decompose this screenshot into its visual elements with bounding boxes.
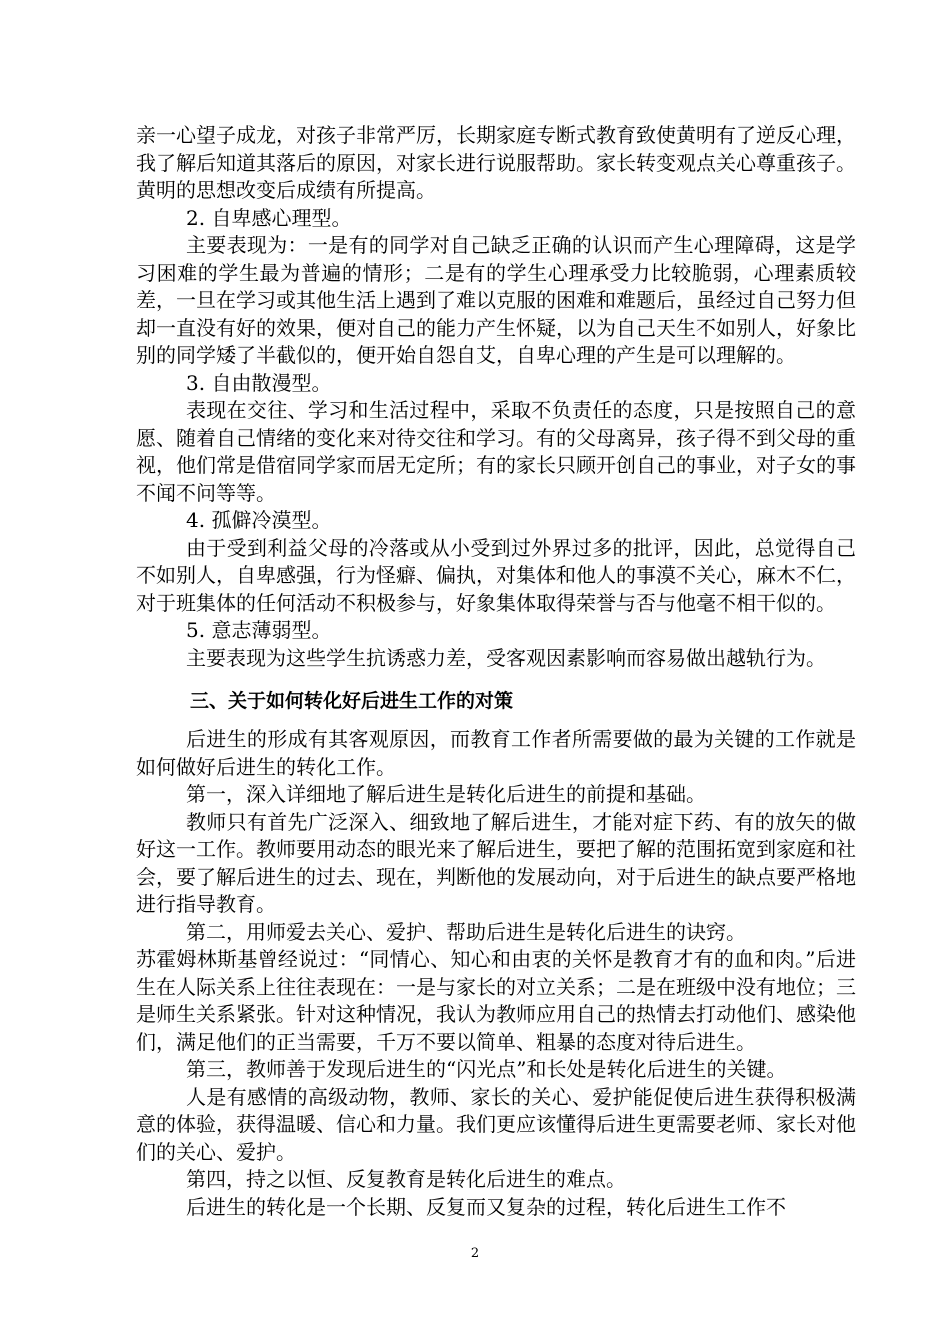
paragraph: 主要表现为这些学生抗诱惑力差，受客观因素影响而容易做出越轨行为。 bbox=[186, 645, 826, 670]
paragraph: 表现在交往、学习和生活过程中，采取不负责任的态度，只是按照自己的意愿、随着自己情绪的变化来对待交往和学习。有的父母离异，孩子得不到父母的重视，他们常是借宿同学家而居无定所；有的家长只顾开创自己的事业，对子女的事不闻不问等等。 bbox=[136, 398, 856, 505]
list-item-heading: 5. 意志薄弱型。 bbox=[186, 618, 332, 642]
paragraph: 后进生的形成有其客观原因，而教育工作者所需要做的最为关键的工作就是如何做好后进生的转化工作。 bbox=[136, 727, 856, 779]
list-item-heading: 3. 自由散漫型。 bbox=[186, 370, 332, 395]
paragraph: 苏霍姆林斯基曾经说过：“同情心、知心和由衷的关怀是教育才有的血和肉。”后进生在人际关系上往往表现在：一是与家长的对立关系；二是在班级中没有地位；三是师生关系紧张。针对这种情况，我认为教师应用自己的热情去打动他们、感染他们，满足他们的正当需要，千万不要以简单、粗暴的态度对待后进生。 bbox=[136, 947, 856, 1054]
list-item-heading: 第四，持之以恒、反复教育是转化后进生的难点。 bbox=[186, 1167, 626, 1191]
paragraph: 教师只有首先广泛深入、细致地了解后进生，才能对症下药、有的放矢的做好这一工作。教师要用动态的眼光来了解后进生，要把了解的范围拓宽到家庭和社会，要了解后进生的过去、现在，判断他的发展动向，对于后进生的缺点要严格地进行指导教育。 bbox=[136, 809, 856, 916]
document-body bbox=[136, 122, 856, 1221]
paragraph: 主要表现为：一是有的同学对自己缺乏正确的认识而产生心理障碍，这是学习困难的学生最为普遍的情形；二是有的学生心理承受力比较脆弱，心理素质较差，一旦在学习或其他生活上遇到了难以克服的困难和难题后，虽经过自己努力但却一直没有好的效果，便对自己的能力产生怀疑，以为自己天生不如别人，好象比别的同学矮了半截似的，便开始自怨自艾，自卑心理的产生是可以理解的。 bbox=[136, 233, 856, 367]
paragraph: 后进生的转化是一个长期、反复而又复杂的过程，转化后进生工作不 bbox=[186, 1194, 786, 1219]
paragraph: 人是有感情的高级动物，教师、家长的关心、爱护能促使后进生获得积极满意的体验，获得温暖、信心和力量。我们更应该懂得后进生更需要老师、家长对他们的关心、爱护。 bbox=[136, 1084, 856, 1164]
paragraph: 由于受到利益父母的冷落或从小受到过外界过多的批评，因此，总觉得自己不如别人，自卑感强，行为怪癖、偏执，对集体和他人的事漠不关心，麻木不仁，对于班集体的任何活动不积极参与，好象集体取得荣誉与否与他毫不相干似的。 bbox=[136, 535, 856, 615]
list-item-heading: 2. 自卑感心理型。 bbox=[186, 205, 352, 230]
list-item-heading: 4. 孤僻冷漠型。 bbox=[186, 508, 332, 532]
list-item-heading: 第二，用师爱去关心、爱护、帮助后进生是转化后进生的诀窍。 bbox=[186, 919, 746, 944]
list-item-heading: 第一，深入详细地了解后进生是转化后进生的前提和基础。 bbox=[186, 782, 706, 806]
section-heading: 三、关于如何转化好后进生工作的对策 bbox=[190, 690, 514, 712]
page-number: 2 bbox=[470, 1246, 480, 1261]
paragraph-continuation: 亲一心望子成龙，对孩子非常严厉，长期家庭专断式教育致使黄明有了逆反心理，我了解后知道其落后的原因，对家长进行说服帮助。家长转变观点关心尊重孩子。黄明的思想改变后成绩有所提高。 bbox=[136, 123, 856, 202]
list-item-heading: 第三，教师善于发现后进生的“闪光点”和长处是转化后进生的关键。 bbox=[186, 1057, 787, 1081]
